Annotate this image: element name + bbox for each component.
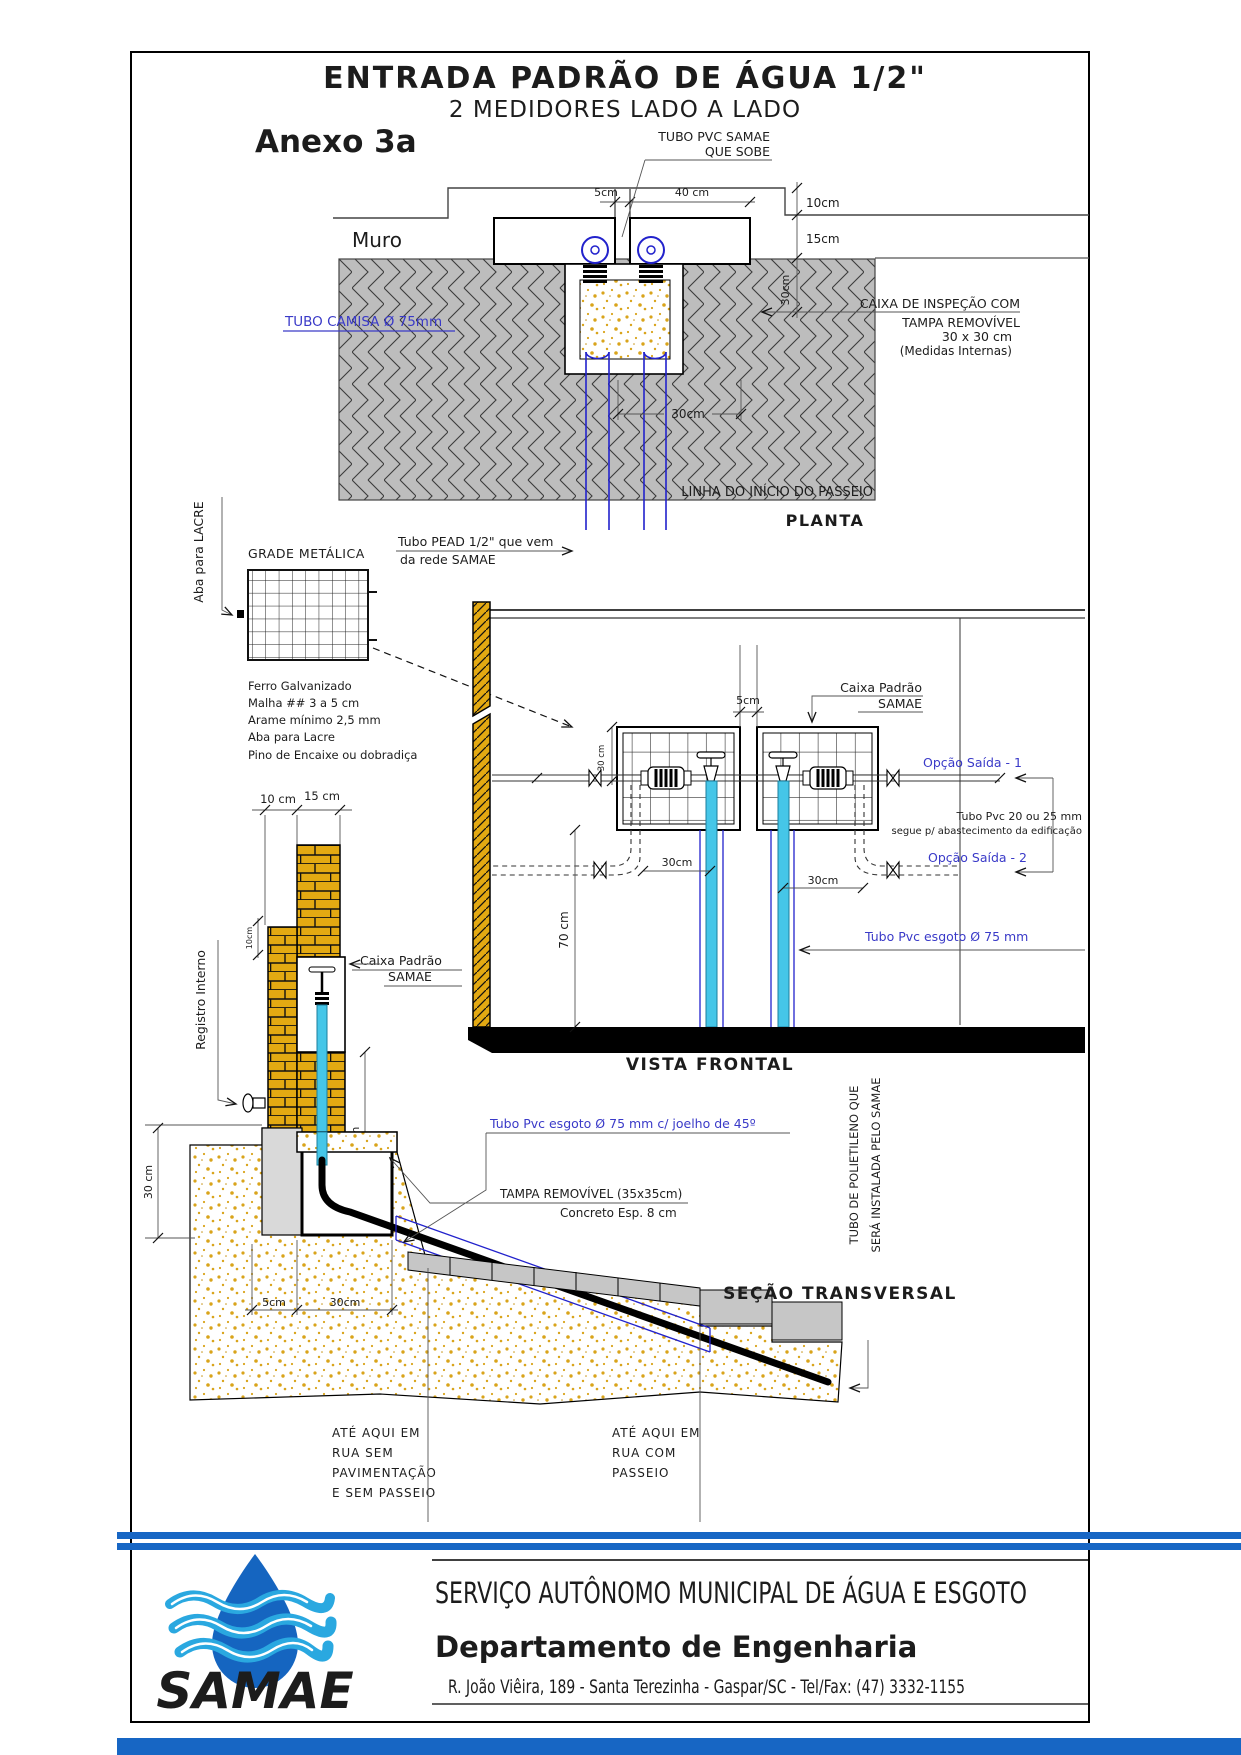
dim-15cm-planta: 15cm <box>806 232 840 246</box>
org-name: SERVIÇO AUTÔNOMO MUNICIPAL DE ÁGUA E ESGOTO <box>435 1576 1027 1610</box>
dim-30cm-rua: 30 cm <box>142 1164 155 1200</box>
caixa-padrao-secao-1: Caixa Padrão <box>360 953 442 968</box>
grade-spec-2: Malha ## 3 a 5 cm <box>248 696 360 710</box>
cyan-pipes <box>700 781 794 1027</box>
tampa-concreto <box>297 1132 397 1152</box>
dim-30cm-caixa: 30 cm <box>597 744 607 772</box>
fundacao <box>262 1128 302 1235</box>
muro-label: Muro <box>352 228 402 252</box>
dim-30cm-tubos: 30cm <box>671 407 705 421</box>
header <box>255 59 927 160</box>
dim-70cm-vista: 70 cm <box>557 911 571 949</box>
tubo-pvc-sobe-1: TUBO PVC SAMAE <box>658 129 770 144</box>
dept-name: Departamento de Engenharia <box>435 1630 918 1664</box>
water-meter-esq <box>641 767 691 789</box>
grade-spec-5: Pino de Encaixe ou dobradiça <box>248 748 418 762</box>
registro-interno-label: Registro Interno <box>193 950 208 1050</box>
torneira-externa <box>243 1094 265 1112</box>
tubo-pvc-20-25-1: Tubo Pvc 20 ou 25 mm <box>956 810 1082 823</box>
dim-5cm-vista: 5cm <box>736 694 760 707</box>
grade-spec-3: Arame mínimo 2,5 mm <box>248 713 381 727</box>
ate1-4: E SEM PASSEIO <box>332 1486 437 1500</box>
planta-view <box>283 129 1089 567</box>
ate1-1: ATÉ AQUI EM <box>332 1426 421 1440</box>
tubo-pvc-20-25-2: segue p/ abastecimento da edificação <box>891 826 1082 837</box>
ate2-2: RUA COM <box>612 1446 677 1460</box>
planta-title: PLANTA <box>785 511 865 530</box>
grade-titulo: GRADE METÁLICA <box>248 546 365 561</box>
dim-10cm-vert: 10cm <box>245 926 254 950</box>
polietileno-label-1: TUBO DE POLIETILENO QUE <box>847 1085 861 1245</box>
tubo-pvc-sobe-2: QUE SOBE <box>704 144 770 159</box>
water-meter-dir <box>803 767 853 789</box>
dim-10cm-secao: 10 cm <box>260 792 296 806</box>
dim-5cm-secao: 5cm <box>262 1296 286 1309</box>
dim-30cm-secao: 30cm <box>329 1296 361 1309</box>
caixa-inspecao-1: CAIXA DE INSPEÇÃO COM <box>859 296 1020 311</box>
tampa-removivel-label: TAMPA REMOVÍVEL (35x35cm) <box>500 1187 683 1201</box>
tubo-pead-1: Tubo PEAD 1/2" que vem <box>398 534 554 549</box>
concreto-esp-label: Concreto Esp. 8 cm <box>560 1206 677 1220</box>
page-title: ENTRADA PADRÃO DE ÁGUA 1/2" <box>323 61 927 96</box>
caixa-padrao-vista-2: SAMAE <box>878 696 922 711</box>
dim-10cm-planta: 10cm <box>806 196 840 210</box>
grade-spec-4: Aba para Lacre <box>248 730 335 744</box>
vista-title: VISTA FRONTAL <box>625 1055 795 1075</box>
valves <box>697 752 797 781</box>
grade-spec-1: Ferro Galvanizado <box>248 679 352 693</box>
tubo-esgoto-label: Tubo Pvc esgoto Ø 75 mm <box>865 929 1029 944</box>
muro-tijolos-esq <box>268 927 297 1148</box>
dim-30cm-esq: 30cm <box>661 856 693 869</box>
opcao-saida-1: Opção Saída - 1 <box>923 755 1022 770</box>
dim-30cm-vert-planta: 30cm <box>779 274 792 306</box>
dim-40cm-planta: 40 cm <box>674 186 710 199</box>
secao-title: SEÇÃO TRANSVERSAL <box>723 1284 957 1304</box>
vista-frontal-view <box>468 602 1085 1075</box>
tubo-camisa-label: TUBO CAMISA Ø 75mm <box>285 314 443 330</box>
logo-text: SAMAE <box>156 1662 354 1720</box>
ate1-3: PAVIMENTAÇÃO <box>332 1466 437 1480</box>
aba-lacre-label: Aba para LACRE <box>191 501 206 603</box>
secao-transversal-view <box>142 789 957 1522</box>
ate2-3: PASSEIO <box>612 1466 670 1480</box>
page-subtitle: 2 MEDIDORES LADO A LADO <box>448 97 802 123</box>
linha-passeio-label: LINHA DO INÍCIO DO PASSEIO <box>681 485 873 500</box>
footer <box>156 1554 1089 1720</box>
dim-15cm-secao: 15 cm <box>304 789 340 803</box>
tubo-pead-2: da rede SAMAE <box>400 552 496 567</box>
annex-label: Anexo 3a <box>255 124 417 160</box>
ate2-1: ATÉ AQUI EM <box>612 1426 701 1440</box>
samae-logo <box>156 1554 353 1720</box>
caixa-inspecao-3: 30 x 30 cm <box>941 329 1012 344</box>
caixa-inspecao-2: TAMPA REMOVÍVEL <box>902 315 1020 330</box>
grade-grid <box>248 570 368 660</box>
vista-ground-bar <box>468 1027 1085 1053</box>
tubo-joelho-label: Tubo Pvc esgoto Ø 75 mm c/ joelho de 45º <box>490 1116 756 1131</box>
ate1-2: RUA SEM <box>332 1446 394 1460</box>
polietileno-label-2: SERÁ INSTALADA PELO SAMAE <box>869 1077 883 1253</box>
caixa-padrao-vista-1: Caixa Padrão <box>840 680 922 695</box>
muro-tijolos-alto <box>297 845 340 957</box>
dim-5cm-planta: 5cm <box>594 186 618 199</box>
address-line: R. João Viêira, 189 - Santa Terezinha - Gaspar/SC - Tel/Fax: (47) 3332-1155 <box>448 1676 965 1698</box>
caixa-inspecao-4: (Medidas Internas) <box>899 344 1012 358</box>
muro-strip <box>473 602 490 716</box>
opcao-saida-2: Opção Saída - 2 <box>928 850 1027 865</box>
dim-30cm-dir: 30cm <box>807 874 839 887</box>
caixa-padrao-secao-2: SAMAE <box>388 969 432 984</box>
